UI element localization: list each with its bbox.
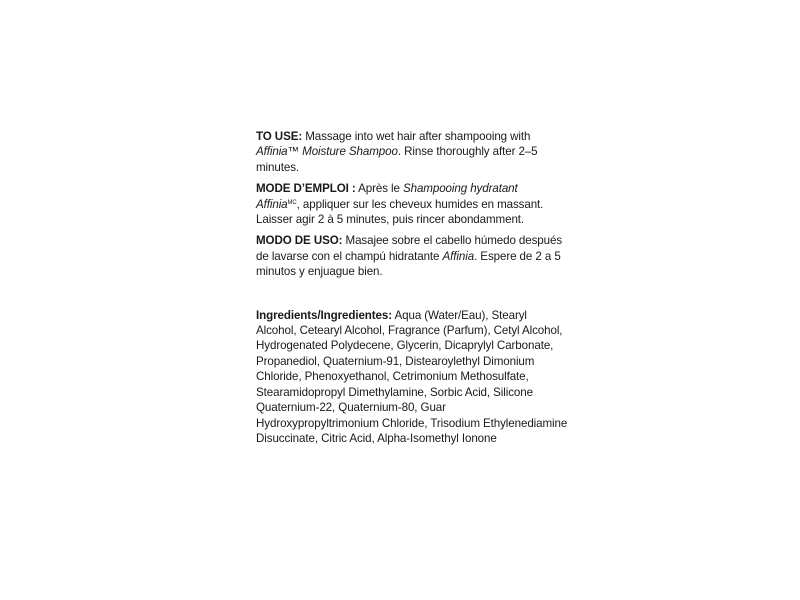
directions-french-text-1: Après le bbox=[355, 182, 403, 196]
directions-french-text-2: , appliquer sur les cheveux humides en massant. Laisser agir 2 à 5 minutes, puis rincer abondamment. bbox=[256, 197, 544, 227]
directions-french-product-2: Affinia bbox=[256, 197, 288, 211]
ingredients-list bbox=[256, 308, 568, 447]
directions-english bbox=[256, 129, 568, 175]
directions-spanish-text-1: Masajee sobre el cabello húmedo después de lavarse con el champú hidratante bbox=[256, 234, 563, 263]
directions-spanish-label: MODO DE USO: bbox=[256, 234, 343, 248]
product-label-text bbox=[256, 129, 568, 452]
directions-english-product: Affinia™ Moisture Shampoo bbox=[256, 145, 398, 159]
directions-french-label: MODE D’EMPLOI : bbox=[256, 182, 356, 196]
directions-french-product-1: Shampooing hydratant bbox=[402, 182, 518, 196]
directions-english-label: TO USE: bbox=[256, 130, 303, 143]
directions-french bbox=[256, 181, 568, 227]
ingredients-text: Aqua (Water/Eau), Stearyl Alcohol, Cetearyl Alcohol, Fragrance (Parfum), Cetyl Alcohol, Hydrogenated Polydecene, Glycerin, Dicaprylyl Carbonate, Propanediol, Quaternium-91, Distearoylethyl Dimonium Chloride, Phenoxyethanol, Cetrimonium Methosulfate, Stearamidopropyl Dimethylamine, Sorbic Acid, Silicone Quaternium-22, Quaternium-80, Guar Hydroxypropyltrimonium Chloride, Trisodium Ethylenediamine Disuccinate, Citric Acid, Alpha-Isomethyl Ionone bbox=[256, 308, 568, 445]
directions-spanish-text-2: . Espere de 2 a 5 minutos y enjuague bien. bbox=[256, 249, 561, 279]
directions-spanish-product: Affinia bbox=[442, 249, 475, 263]
directions-english-text-2: . Rinse thoroughly after 2–5 minutes. bbox=[256, 145, 538, 174]
directions-spanish bbox=[256, 233, 568, 279]
ingredients-label: Ingredients/Ingredientes: bbox=[256, 308, 393, 322]
directions-french-mark: MC bbox=[287, 199, 297, 206]
directions-english-text-1: Massage into wet hair after shampooing with bbox=[302, 130, 531, 143]
